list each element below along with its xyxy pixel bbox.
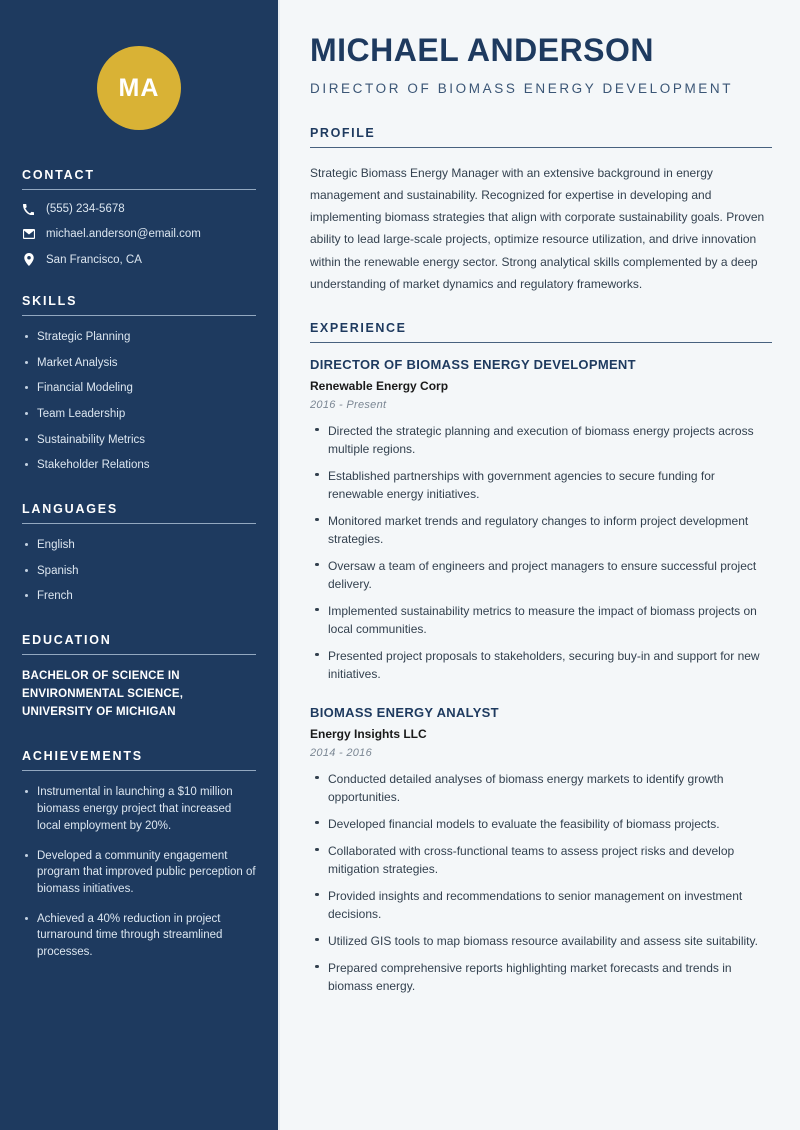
contact-phone-row[interactable] xyxy=(22,203,256,215)
list-item: Oversaw a team of engineers and project managers to ensure successful project delivery. xyxy=(310,557,772,593)
list-item: Utilized GIS tools to map biomass resource availability and assess site suitability. xyxy=(310,932,772,950)
list-item: Financial Modeling xyxy=(22,380,256,397)
phone-icon xyxy=(22,204,35,215)
achievements-section xyxy=(22,749,256,960)
profile-text: Strategic Biomass Energy Manager with an extensive background in energy management and sustainability. Recognized for expertise in developing and implementing biomass strategies that align with corporate sustainability goals. Proven ability to lead large-scale projects, optimize resource utilization, and drive innovation within the renewable energy sector. Strong analytical skills complemented by a deep understanding of market dynamics and regulatory frameworks. xyxy=(310,165,765,291)
list-item: Developed a community engagement program that improved public perception of biomass initiatives. xyxy=(22,848,256,898)
sidebar xyxy=(0,0,280,1130)
list-item: French xyxy=(22,588,256,605)
list-item: Strategic Planning xyxy=(22,329,256,346)
education-heading: EDUCATION xyxy=(22,633,112,648)
profile-heading: PROFILE xyxy=(310,125,376,140)
contact-heading: CONTACT xyxy=(22,168,95,182)
experience-entry xyxy=(310,705,772,995)
main-content xyxy=(280,0,800,1130)
list-item: Provided insights and recommendations to senior management on investment decisions. xyxy=(310,887,772,923)
list-item: Directed the strategic planning and execution of biomass energy projects across multiple regions. xyxy=(310,422,772,458)
education-degree: BACHELOR OF SCIENCE IN ENVIRONMENTAL SCIENCE, UNIVERSITY OF MICHIGAN xyxy=(22,670,184,718)
contact-phone-value: (555) 234-5678 xyxy=(46,203,125,215)
list-item: Stakeholder Relations xyxy=(22,457,256,474)
list-item: Collaborated with cross-functional teams to assess project risks and develop mitigation strategies. xyxy=(310,842,772,878)
education-divider xyxy=(22,654,256,655)
job-dates: 2014 - 2016 xyxy=(310,746,373,759)
contact-email-value: michael.anderson@email.com xyxy=(46,228,201,240)
list-item: Presented project proposals to stakeholders, securing buy-in and support for new initiatives. xyxy=(310,647,772,683)
list-item: Monitored market trends and regulatory changes to inform project development strategies. xyxy=(310,512,772,548)
list-item: Market Analysis xyxy=(22,355,256,372)
list-item: Conducted detailed analyses of biomass energy markets to identify growth opportunities. xyxy=(310,770,772,806)
location-pin-icon xyxy=(22,253,35,266)
job-company: Energy Insights LLC xyxy=(310,726,427,741)
job-bullet-list xyxy=(310,422,772,683)
languages-divider xyxy=(22,523,256,524)
contact-divider xyxy=(22,189,256,190)
contact-section xyxy=(22,168,256,266)
job-title: BIOMASS ENERGY ANALYST xyxy=(310,704,499,720)
languages-list xyxy=(22,537,256,605)
job-company: Renewable Energy Corp xyxy=(310,378,449,393)
skills-list xyxy=(22,329,256,474)
contact-location-value: San Francisco, CA xyxy=(46,253,142,266)
list-item: Achieved a 40% reduction in project turnaround time through streamlined processes. xyxy=(22,911,256,961)
skills-heading: SKILLS xyxy=(22,294,78,308)
list-item: Established partnerships with government agencies to secure funding for renewable energy initiatives. xyxy=(310,467,772,503)
avatar-wrap xyxy=(22,46,256,130)
list-item: Instrumental in launching a $10 million biomass energy project that increased local employment by 20%. xyxy=(22,784,256,834)
skills-section xyxy=(22,294,256,474)
avatar: MA xyxy=(97,46,181,130)
list-item: Sustainability Metrics xyxy=(22,432,256,449)
job-dates: 2016 - Present xyxy=(310,398,387,411)
experience-heading: EXPERIENCE xyxy=(310,320,407,335)
experience-divider xyxy=(310,342,772,343)
experience-entry xyxy=(310,357,772,683)
list-item: Developed financial models to evaluate the feasibility of biomass projects. xyxy=(310,815,772,833)
job-bullet-list xyxy=(310,770,772,995)
achievements-list xyxy=(22,784,256,960)
achievements-heading: ACHIEVEMENTS xyxy=(22,749,143,764)
experience-section xyxy=(310,321,772,995)
list-item: Prepared comprehensive reports highlighting market forecasts and trends in biomass energy. xyxy=(310,959,772,995)
languages-section xyxy=(22,502,256,605)
profile-section xyxy=(310,126,772,295)
list-item: Spanish xyxy=(22,563,256,580)
list-item: Team Leadership xyxy=(22,406,256,423)
skills-divider xyxy=(22,315,256,316)
page-title: MICHAEL ANDERSON xyxy=(310,32,655,68)
job-title: DIRECTOR OF BIOMASS ENERGY DEVELOPMENT xyxy=(310,356,636,372)
list-item: English xyxy=(22,537,256,554)
contact-location-row[interactable] xyxy=(22,253,256,266)
languages-heading: LANGUAGES xyxy=(22,502,119,517)
achievements-divider xyxy=(22,770,256,771)
contact-email-row[interactable] xyxy=(22,228,256,240)
list-item: Implemented sustainability metrics to measure the impact of biomass projects on local communities. xyxy=(310,602,772,638)
education-section xyxy=(22,633,256,721)
profile-divider xyxy=(310,147,772,148)
job-role-subtitle: DIRECTOR OF BIOMASS ENERGY DEVELOPMENT xyxy=(310,80,734,96)
envelope-icon xyxy=(22,228,35,240)
